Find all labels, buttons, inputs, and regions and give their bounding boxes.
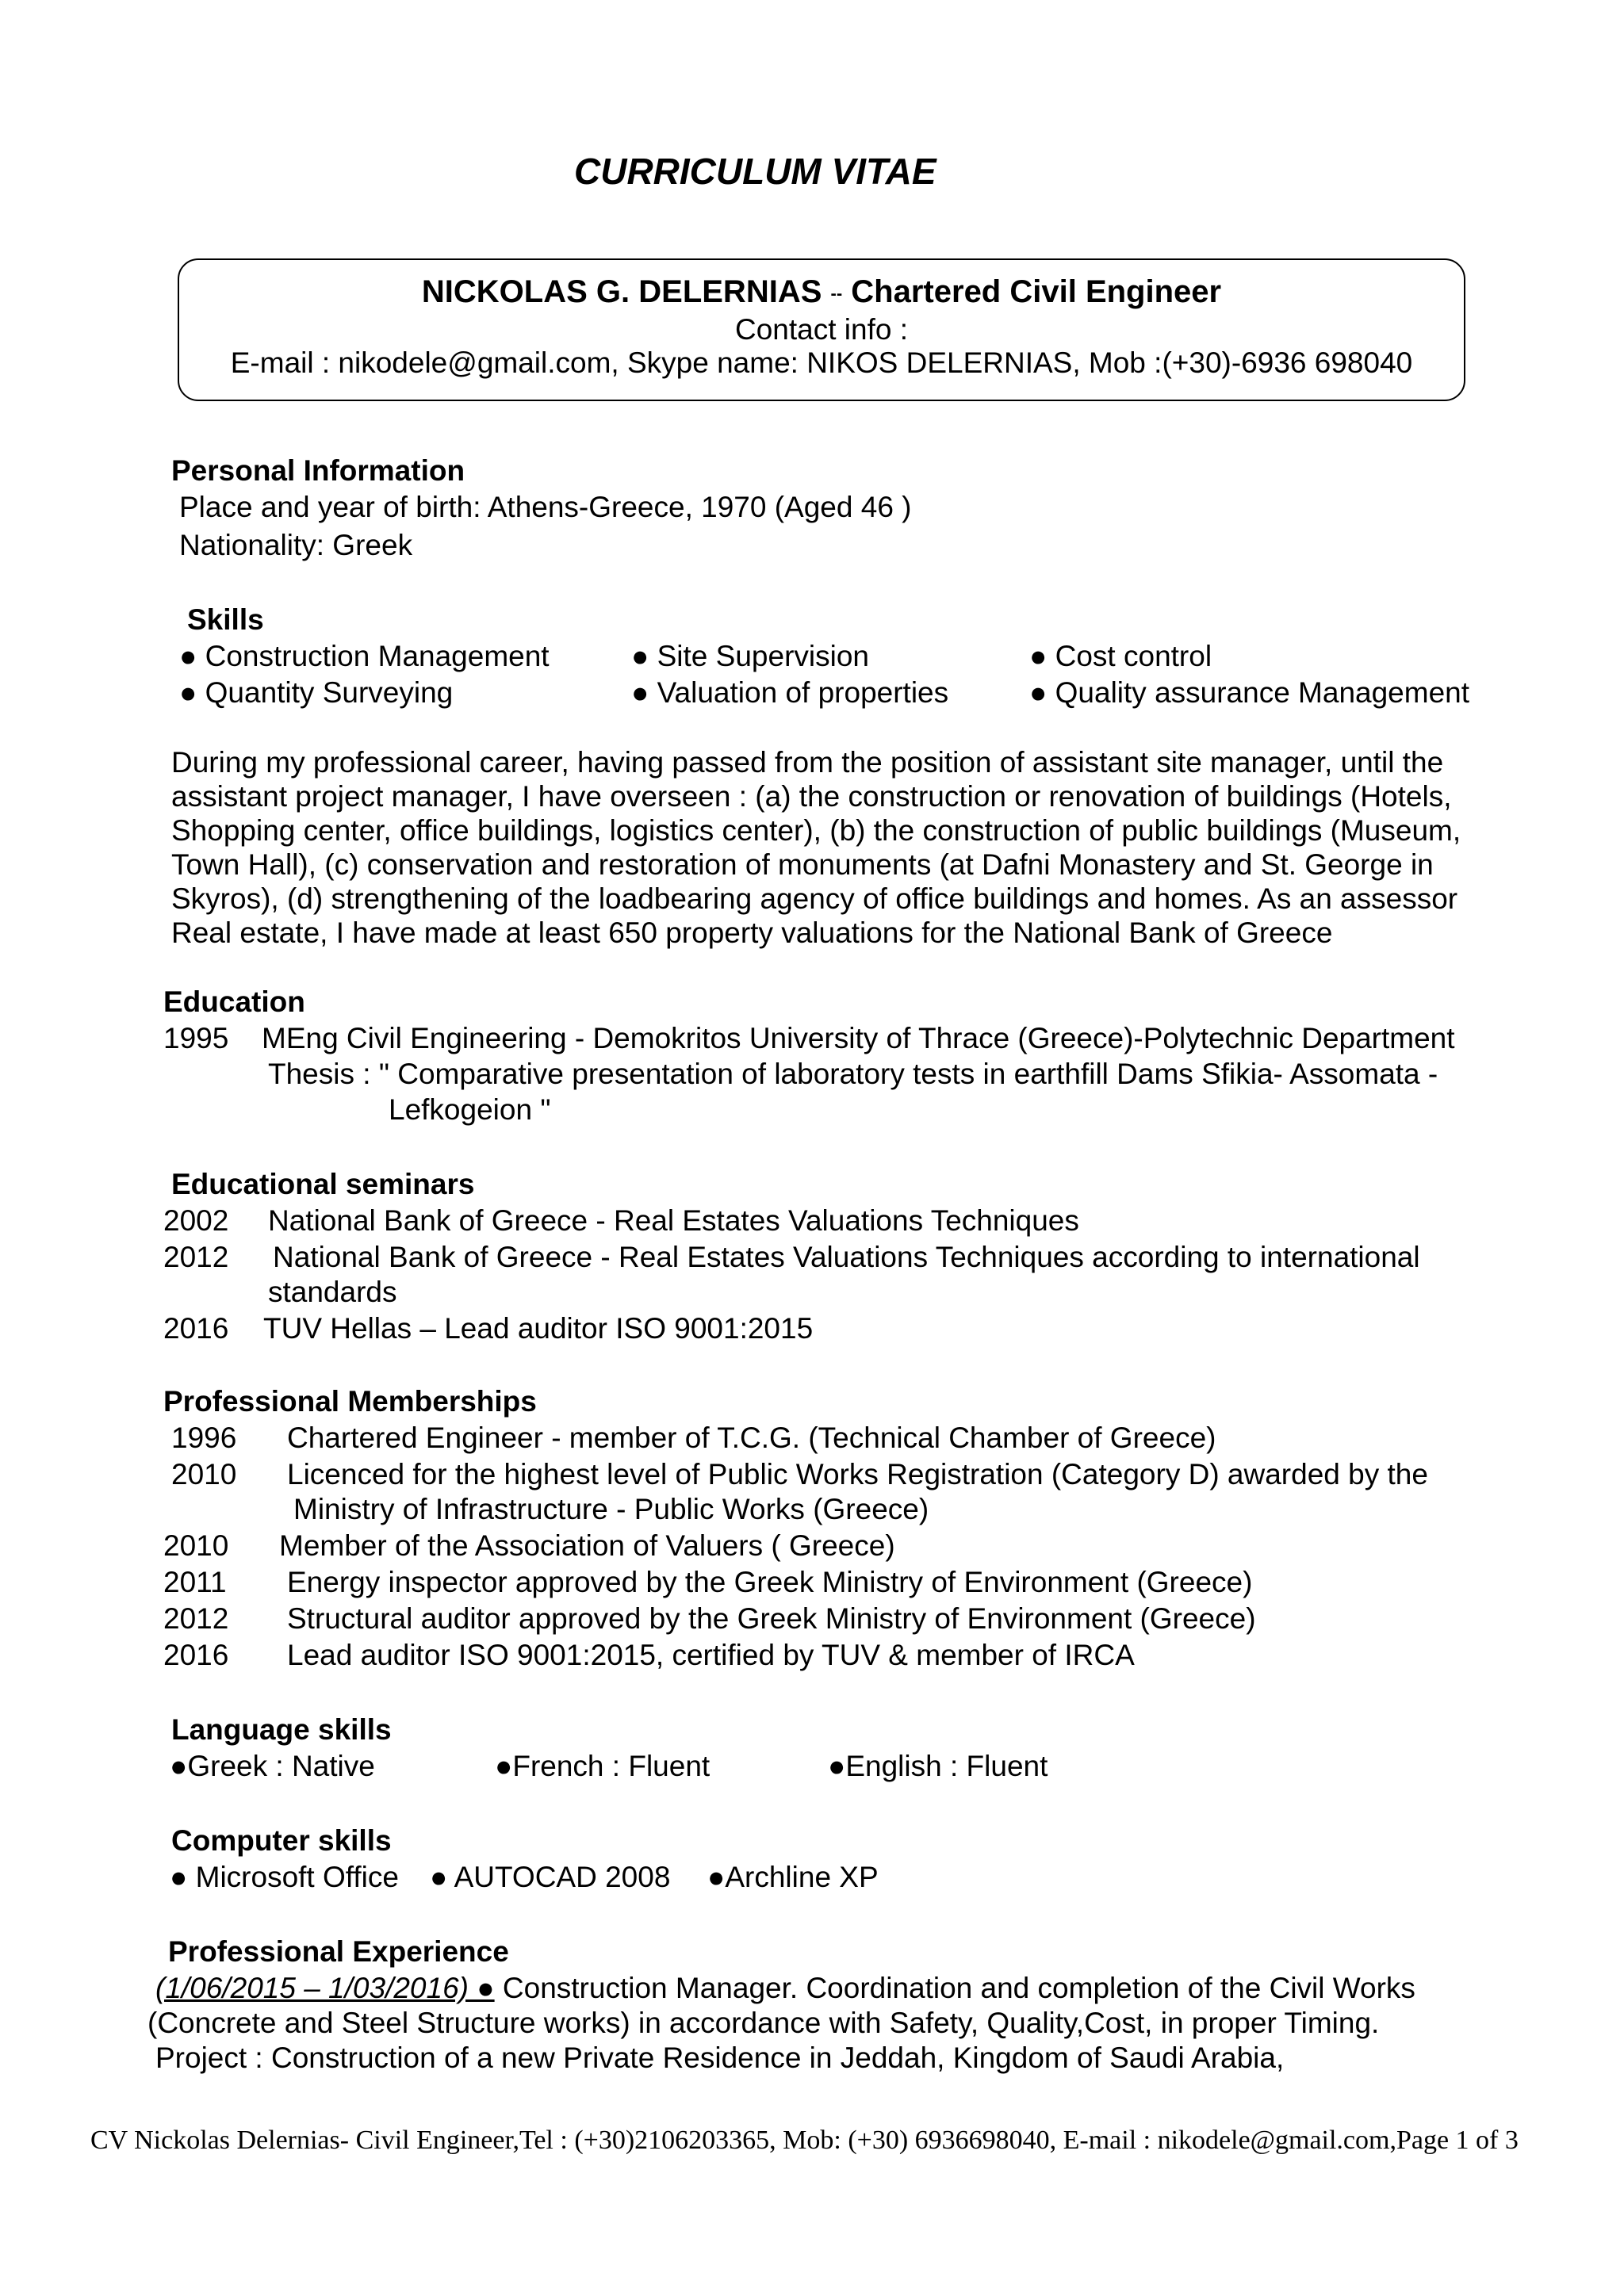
computer-heading: Computer skills [171,1824,392,1857]
education-heading: Education [163,985,305,1018]
education-year: 1995 [163,1022,229,1054]
summary-line: Real estate, I have made at least 650 property valuations for the National Bank of Greece [171,916,1333,949]
membership-text: Chartered Engineer - member of T.C.G. (Technical Chamber of Greece) [287,1422,1216,1454]
membership-text: Energy inspector approved by the Greek Ministry of Environment (Greece) [287,1566,1253,1598]
seminar-year: 2002 [163,1204,229,1237]
personal-heading: Personal Information [171,454,465,487]
education-thesis: Thesis : " Comparative presentation of laboratory tests in earthfill Dams Sfikia- Assomata - [268,1058,1438,1090]
name-separator: -- [830,283,843,304]
membership-year: 2010 [171,1458,237,1490]
membership-text: Licenced for the highest level of Public Works Registration (Category D) awarded by the [287,1458,1428,1490]
page-title: CURRICULUM VITAE [574,151,936,192]
seminar-year: 2012 [163,1241,229,1273]
experience-line: Project : Construction of a new Private Residence in Jeddah, Kingdom of Saudi Arabia, [155,2042,1285,2074]
name-line [178,273,1465,312]
birth-info: Place and year of birth: Athens-Greece, 1970 (Aged 46 ) [179,491,912,523]
summary-line: Shopping center, office buildings, logistics center), (b) the construction of public buildings (Museum, [171,814,1461,847]
education-thesis-cont: Lefkogeion " [389,1093,551,1126]
seminar-text-cont: standards [268,1276,397,1308]
membership-text: Structural auditor approved by the Greek Ministry of Environment (Greece) [287,1602,1256,1635]
skill-item: ● Site Supervision [631,640,869,672]
membership-year: 2011 [163,1566,227,1598]
skill-item: ● Valuation of properties [631,676,949,709]
summary-line: assistant project manager, I have overseen : (a) the construction or renovation of buildings (Hotels, [171,780,1452,813]
membership-year: 1996 [171,1422,237,1454]
membership-text: Lead auditor ISO 9001:2015, certified by TUV & member of IRCA [287,1639,1135,1671]
computer-item: ●Archline XP [707,1861,879,1893]
skill-item: ● Construction Management [179,640,550,672]
experience-heading: Professional Experience [168,1935,509,1968]
language-item: ●Greek : Native [170,1750,375,1782]
skills-heading: Skills [187,603,264,636]
person-role: Chartered Civil Engineer [851,274,1222,309]
language-item: ●English : Fluent [828,1750,1048,1782]
experience-entry [155,1971,1415,2006]
computer-item: ● Microsoft Office [170,1861,399,1893]
membership-text-cont: Ministry of Infrastructure - Public Works (Greece) [293,1493,929,1525]
membership-year: 2016 [163,1639,229,1671]
experience-period: (1/06/2015 – 1/03/2016) ● [155,1972,495,2004]
languages-heading: Language skills [171,1713,392,1746]
summary-line: Town Hall), (c) conservation and restoration of monuments (at Dafni Monastery and St. George in [171,848,1434,881]
contact-label: Contact info : [734,313,908,346]
education-degree: MEng Civil Engineering - Demokritos University of Thrace (Greece)-Polytechnic Department [262,1022,1455,1054]
person-name: NICKOLAS G. DELERNIAS [421,274,822,309]
seminar-text: TUV Hellas – Lead auditor ISO 9001:2015 [263,1312,814,1345]
seminars-heading: Educational seminars [171,1168,475,1200]
skill-item: ● Quality assurance Management [1029,676,1470,709]
seminar-text: National Bank of Greece - Real Estates Valuations Techniques according to international [273,1241,1420,1273]
seminar-year: 2016 [163,1312,229,1345]
memberships-heading: Professional Memberships [163,1385,537,1418]
summary-line: Skyros), (d) strengthening of the loadbearing agency of office buildings and homes. As an assessor [171,882,1458,915]
summary-line: During my professional career, having passed from the position of assistant site manager, until the [171,746,1444,779]
computer-item: ● AUTOCAD 2008 [430,1861,671,1893]
membership-year: 2010 [163,1529,229,1562]
experience-line: (Concrete and Steel Structure works) in accordance with Safety, Quality,Cost, in proper Timing. [147,2007,1380,2039]
nationality-info: Nationality: Greek [179,529,413,561]
experience-role: Construction Manager. Coordination and completion of the Civil Works [494,1972,1415,2004]
skill-item: ● Cost control [1029,640,1212,672]
seminar-text: National Bank of Greece - Real Estates Valuations Techniques [268,1204,1079,1237]
contact-line: E-mail : nikodele@gmail.com, Skype name: NIKOS DELERNIAS, Mob :(+30)-6936 698040 [230,346,1413,379]
membership-text: Member of the Association of Valuers ( Greece) [279,1529,895,1562]
language-item: ●French : Fluent [495,1750,710,1782]
page-footer: CV Nickolas Delernias- Civil Engineer,Tel : (+30)2106203365, Mob: (+30) 6936698040, E-mail : nikodele@gmail.com,Page 1 of 3 [90,2126,1519,2155]
membership-year: 2012 [163,1602,229,1635]
skill-item: ● Quantity Surveying [179,676,454,709]
